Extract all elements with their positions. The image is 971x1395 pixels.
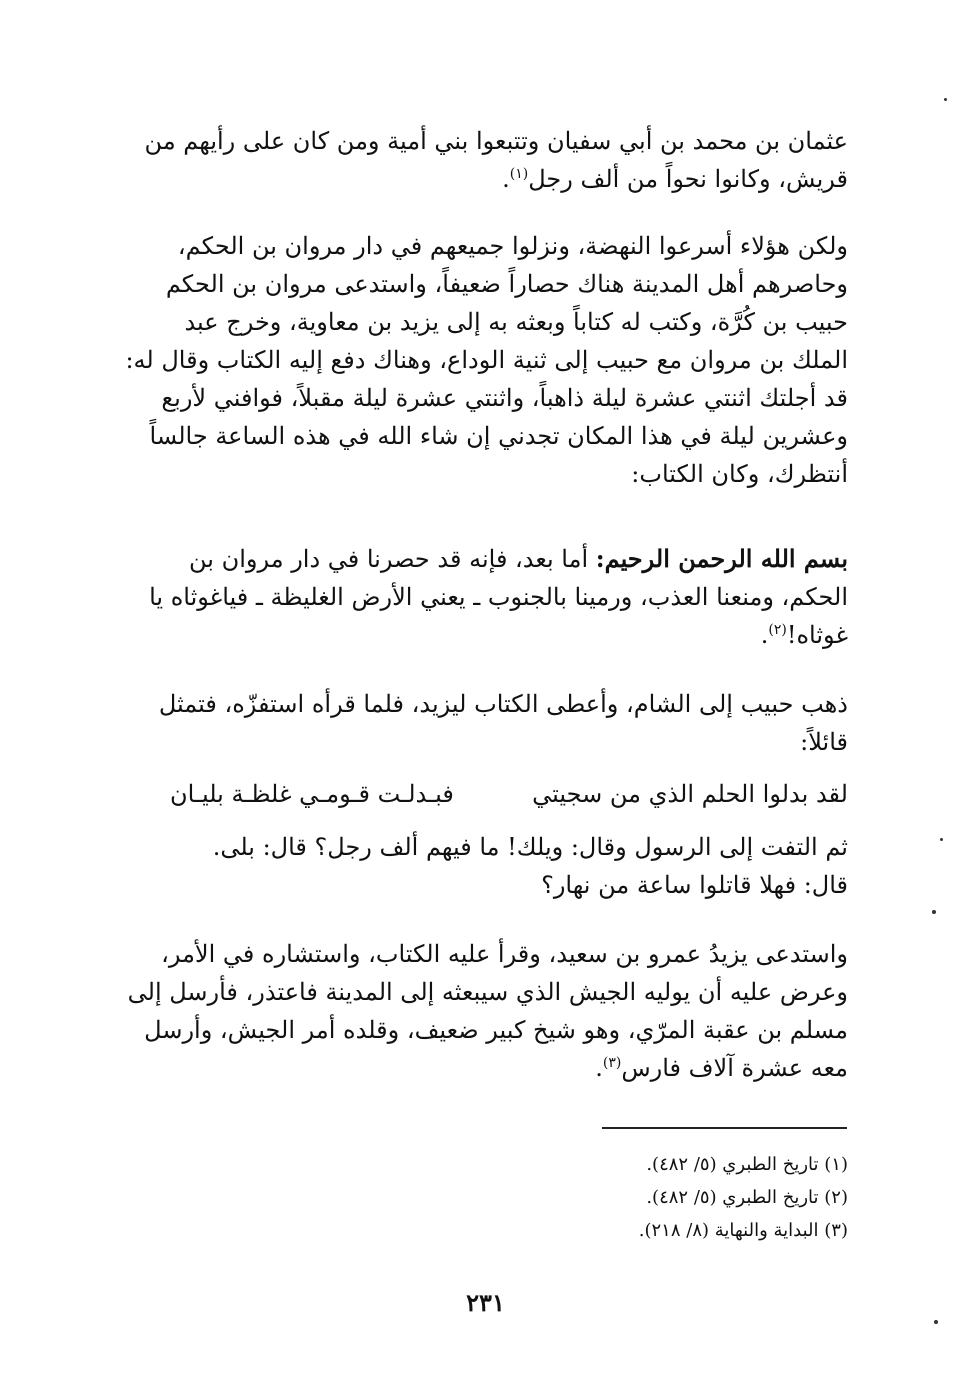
line-text: . <box>595 1054 603 1082</box>
paragraph-line: وعرض عليه أن يوليه الجيش الذي سيبعثه إلى المدينة فاعتذر، فأرسل إلى <box>127 978 848 1006</box>
footnote-separator <box>602 1127 847 1129</box>
paragraph-line: ثم التفت إلى الرسول وقال: ويلك! ما فيهم ألف رجل؟ قال: بلى. <box>212 833 848 861</box>
paragraph-line: ولكن هؤلاء أسرعوا النهضة، ونزلوا جميعهم في دار مروان بن الحكم، <box>177 232 848 260</box>
footnote-3: (٣) البداية والنهاية (٨/ ٢١٨). <box>638 1220 848 1241</box>
paragraph-line <box>80 1049 848 1087</box>
paragraph-6 <box>80 935 848 1087</box>
line-text: أما بعد، فإنه قد حصرنا في دار مروان بن <box>189 545 596 573</box>
scan-speck <box>934 1320 938 1324</box>
paragraph-line: وعشرين ليلة في هذا المكان تجدني إن شاء الله في هذه الساعة جالساً <box>149 422 848 450</box>
paragraph-line <box>80 616 848 654</box>
footnote-ref-3[interactable]: (٣) <box>602 1055 622 1071</box>
paragraph-line: وحاصرهم أهل المدينة هناك حصاراً ضعيفاً، واستدعى مروان بن الحكم <box>165 270 848 298</box>
poem-verse <box>80 775 848 815</box>
line-text: قريش، وكانوا نحواً من ألف رجل <box>528 165 848 193</box>
basmala-heading: بسم الله الرحمن الرحيم: <box>595 544 848 573</box>
footnote-ref-1[interactable]: (١) <box>509 166 529 182</box>
footnote-1: (١) تاريخ الطبري (٥/ ٤٨٢). <box>646 1154 848 1175</box>
verse-second-hemistich: فبـدلـت قـومـي غلظـة بليـان <box>170 780 454 808</box>
line-text: معه عشرة آلاف فارس <box>621 1054 848 1082</box>
paragraph-line: حبيب بن كُرَّة، وكتب له كتاباً وبعثه به إلى يزيد بن معاوية، وخرج عبد <box>184 308 848 336</box>
paragraph-line: الملك بن مروان مع حبيب إلى ثنية الوداع، وهناك دفع إليه الكتاب وقال له: <box>125 346 848 374</box>
footnote-2: (٢) تاريخ الطبري (٥/ ٤٨٢). <box>646 1187 848 1208</box>
paragraph-4 <box>80 685 848 761</box>
paragraph-1 <box>80 122 848 198</box>
scan-speck <box>944 98 947 101</box>
verse-first-hemistich: لقد بدلوا الحلم الذي من سجيتي <box>532 780 848 808</box>
paragraph-line: مسلم بن عقبة المرّي، وهو شيخ كبير ضعيف، وقلده أمر الجيش، وأرسل <box>144 1016 848 1044</box>
scan-speck <box>940 838 943 841</box>
paragraph-line <box>80 160 848 198</box>
paragraph-line: قد أجلتك اثنتي عشرة ليلة ذاهباً، واثنتي عشرة ليلة مقبلاً، فوافني لأربع <box>161 384 848 412</box>
paragraph-line: أنتظرك، وكان الكتاب: <box>631 460 848 488</box>
footnotes <box>448 1148 848 1247</box>
line-text: غوثاه! <box>786 621 848 649</box>
paragraph-line: الحكم، ومنعنا العذب، ورمينا بالجنوب ـ يعني الأرض الغليظة ـ فياغوثاه يا <box>149 583 848 611</box>
paragraph-line: قائلاً: <box>800 728 848 756</box>
paragraph-3-letter <box>80 540 848 654</box>
paragraph-line: واستدعى يزيدُ عمرو بن سعيد، وقرأ عليه الكتاب، واستشاره في الأمر، <box>161 940 848 968</box>
footnote-ref-2[interactable]: (٢) <box>768 622 787 638</box>
paragraph-2 <box>80 227 848 493</box>
paragraph-5 <box>80 828 848 904</box>
page-number: ٢٣١ <box>466 1288 505 1317</box>
paragraph-line <box>80 540 848 578</box>
scan-speck <box>932 910 936 914</box>
line-text: . <box>502 165 510 193</box>
paragraph-line: ذهب حبيب إلى الشام، وأعطى الكتاب ليزيد، فلما قرأه استفزّه، فتمثل <box>158 690 848 718</box>
paragraph-line: قال: فهلا قاتلوا ساعة من نهار؟ <box>541 871 848 899</box>
paragraph-line: عثمان بن محمد بن أبي سفيان وتتبعوا بني أمية ومن كان على رأيهم من <box>144 127 848 155</box>
line-text: . <box>760 621 769 649</box>
